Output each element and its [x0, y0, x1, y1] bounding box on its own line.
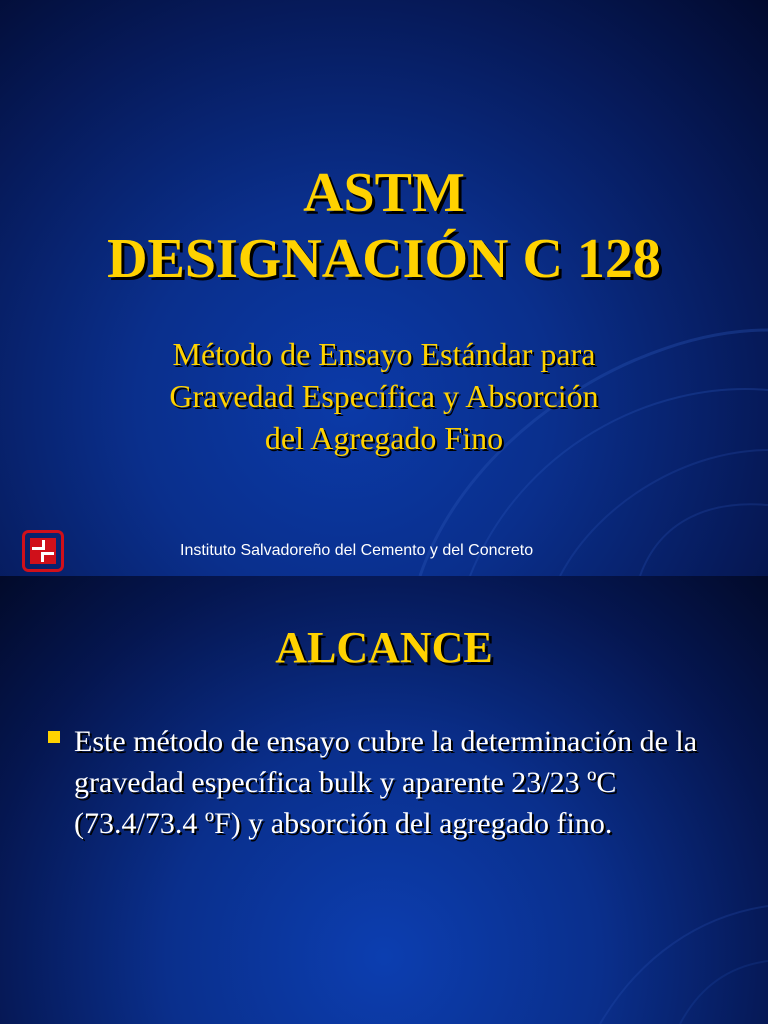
square-bullet-icon — [48, 731, 60, 743]
bullet-text: Este método de ensayo cubre la determinación de la gravedad específica bulk y aparente 23/23 ºC (73.4/73.4 ºF) y absorción del agregado fino. — [74, 725, 698, 840]
title-line-1: ASTM — [303, 162, 465, 224]
slide-title-heading — [0, 160, 768, 292]
footer-institution: Instituto Salvadoreño del Cemento y del Concreto — [180, 542, 534, 559]
slide-heading: ALCANCE — [275, 623, 493, 672]
title-line-2: DESIGNACIÓN C 128 — [107, 228, 661, 290]
subtitle-line-1: Método de Ensayo Estándar para — [172, 336, 596, 372]
slide-scope — [0, 576, 768, 1024]
subtitle-line-3: del Agregado Fino — [264, 420, 504, 456]
slide-subtitle — [0, 333, 768, 459]
isccyc-logo-icon — [22, 530, 64, 572]
subtitle-line-2: Gravedad Específica y Absorción — [169, 378, 599, 414]
